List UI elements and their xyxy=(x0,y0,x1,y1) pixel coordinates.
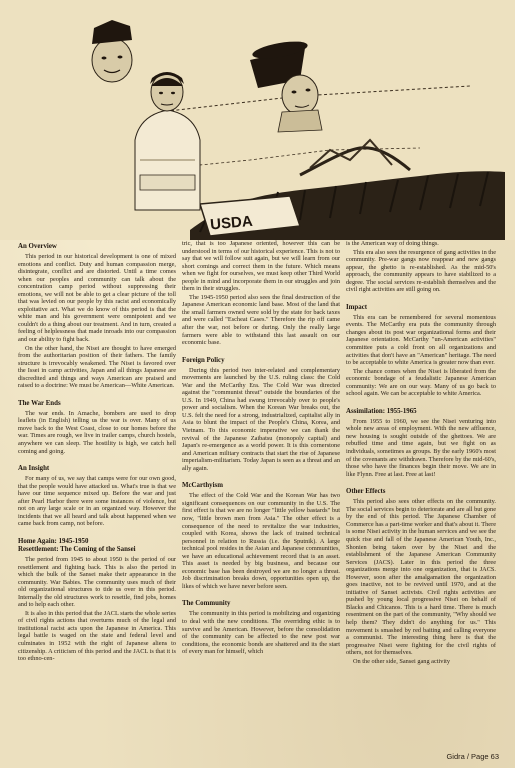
paragraph: tric, that is too Japanese oriented, however this can be understood in terms of our historical experience. This is not to say that we will follow suit again, but we will learn from our short comings and correct them in the future. Which means when we fight for ourselves, we must keep other Third World people in mind and incorporate them in our struggles and join them in their struggles. xyxy=(182,240,340,293)
page-footer: Gidra / Page 63 xyxy=(446,752,499,761)
paragraph: This period in our historical development is one of mixed emotions and conflict. Duty and human compassion merge, disintegrate, conflict and are distorted. Until a time comes when our peoples and community can talk about the concentration camp period without suppressing their emotions, we will not be able to get a clear picture of the toll that was levied on our people by this racist and economically exploitative act. What we do know of this period is that the white man and his government were omnipotent and we couldn't do a thing about our treatment. And in turn, created a feeling of helplessness that made inroads into our compassion and our ability to fight back. xyxy=(18,253,176,344)
paragraph: This period also sees other effects on the community. The social services begin to deteriorate and are all but gone by the end of this period. The Japanese Chamber of Commerce has a part-time worker and that's about it. There is some Nisei activity in the human services and we see the quick rise and fall of the Japanese American Youth, Inc., Shonien being taken over by the Nisei and the establishment of the Japanese American Community Services (JACS). Later in this period the three organizations merge into one organization, that is JACS. However, soon after the amalgamation the organization goes inactive, not to be revived until 1970, and at the initiative of Sansei activists. Civil rights activities are pushed by young local progressive Nisei on behalf of Blacks and Chicanos. This is a hard time. There is much resentment on the part of the community, "Why should we help them? They didn't do anything for us." This movement is smashed by red baiting and calling everyone a communist. The interesting thing here is that the progressive Nisei were fighting for the civil rights of others, not for themselves. xyxy=(346,498,496,657)
paragraph: The 1945-1950 period also sees the final destruction of the Japanese American economic land base. Most of the land that the small farmers owned were sold by the state for back taxes and were called "Escheat Cases." Therefore the rip off came after the war, not before or during. Only the really large farmers were able to withstand this last assault on our economic base. xyxy=(182,293,340,347)
paragraph: This era also sees the resurgence of gang activities in the community. Pre-war gangs now reappear and new gangs appear, the ghetto is re-established. As the mid-50's approach, the community appears to have stabilized to a degree. The social services re-establish themselves and the civil right activities are still going on. xyxy=(346,248,496,294)
article-columns xyxy=(18,240,496,750)
paragraph: On the other hand, the Nisei are thought to have emerged from the authoritarian position of their fathers. The family structure is irrevocably weakened. The Nisei is favored over the Issei in camp activities, Japan and all things Japanese are discredited and things and ways American are praised and raised to a doctrine: We must be American—White American. xyxy=(18,344,176,390)
heading-home-again-title: Home Again: 1945-1950 xyxy=(18,537,89,545)
paragraph: It is also in this period that the JACL starts the whole series of civil rights actions that overturns much of the legal and institutional racist acts upon the Japanese in America. This legal battle is waged on the state and federal level and culminates in 1952 with the right of Japanese aliens to citizenship. A criticism of this period and the JACL is that it is too ethno-cen- xyxy=(18,609,176,663)
heading-insight: An Insight xyxy=(18,465,50,473)
paragraph: The period from 1945 to about 1950 is the period of our resettlement and fighting back. This is also the period in which the bulk of the Sansei make their appearance in the community. War Babies. The community uses much of their old organizational structures to tide us over in this period. Internally the old structures work to resettle, find jobs, homes and to help each other. xyxy=(18,555,176,609)
paragraph: The war ends. In Amache, bombers are used to drop leaflets (in English) telling us the war is over. Many of us move back to the West Coast, close to our homes before the war. Times are rough, we live in trailer camps, church hostels, anywhere we can sleep. The hostility is high, we catch hell coming and going. xyxy=(18,409,176,455)
paragraph: For many of us, we say that camps were for our own good, that the people would have attacked us. What's true is that we have our time sequence mixed up. Before the war and just after Pearl Harbor there were some instances of violence, but not on any large scale or in an organized way. However the incidents that we all heard and talk about happened when we came back from camp, not before. xyxy=(18,475,176,528)
heading-home-again xyxy=(18,538,176,554)
paragraph: This era can be remembered for several momentous events. The McCarthy era puts the community through changes about its post war organizational forms and their Japanese orientation. McCarthy "un-American activities" committee puts a cold front on all organizations and activities that don't have an "American" heritage. The need to be acceptable to white America is greater now than ever. xyxy=(346,313,496,367)
paragraph: The chance comes when the Nisei is liberated from the economic bondage of a feudalistic Japanese American community: We are on our way. Many of us go back to school again. We can be acceptable to white America. xyxy=(346,367,496,398)
heading-impact: Impact xyxy=(346,303,368,311)
paragraph: The community in this period is mobilizing and organizing to deal with the new conditions. The overriding ethic is to survive and be American. However, before the consolidation of the community can be affected to the new post war conditions, the economic bonds are shattered and its the start of every man for himself, which xyxy=(182,610,340,656)
heading-war-ends: The War Ends xyxy=(18,399,61,407)
collage-illustration xyxy=(0,0,515,240)
paragraph: During this period two inter-related and complementary movements are launched by the U.S. ruling class: the Cold War and the McCarthy Era. The Cold War was directed against the "communist threat" outside the boundaries of the U.S. In 1949, China had swung irrevocably over to people's power and socialism. When the Korean War breaks out, the U.S. felt the need for a strong, industrialized, capitalist ally in Asia to blunt the impact of the People's China, Korea, and Vietnam. To this economic imperative we can thank the revival of the Japanese Zaibatsu (monopoly capital) and Japan's re-emergence as a world power. It is this cornerstone and American military contracts that start the rise of Japanese imperialism-militarism. Today Japan is seen as a threat and an ally again. xyxy=(182,366,340,472)
heading-other-effects: Other Effects xyxy=(346,488,386,496)
heading-home-again-subtitle: Resettlement: The Coming of the Sansei xyxy=(18,545,136,553)
column-2 xyxy=(182,240,340,750)
heading-mccarthyism: McCarthyism xyxy=(182,482,223,490)
paragraph: The effect of the Cold War and the Korean War has two significant consequences on our community in the U.S. The first effect is that we are no longer "little yellow bastards" but now, "little brown men from Asia." The other effect is a consequence of the need to revitalize the war industries, coupled with Korea, shows the lack of trained technical personnel in relation to Russia (i.e. the Sputnik). A large technical pool resides in the Asian and Japanese communities, we have an educational achievement record that is an asset. This asset is needed by big business, and because our economic base has been destroyed we are no longer a threat. Job discrimination breaks down, opportunities open up, the likes of which we have never before seen. xyxy=(182,492,340,590)
paragraph: is the American way of doing things. xyxy=(346,240,439,247)
column-1 xyxy=(18,240,176,750)
heading-community: The Community xyxy=(182,600,231,608)
column-3 xyxy=(346,240,496,750)
paragraph: From 1955 to 1960, we see the Nisei venturing into whole new areas of employment. With the new affluence, new housing is sought outside of the ghettoes. We are rebuffed time and time again, but we fight on as individuals, sometimes as groups. By the early 1960's most of the covenants are withdrawn. Therefore by the mid-60's, those who have the finances begin their move. We are in like Flynn. Free at last. Free at last! xyxy=(346,417,496,478)
paragraph: On the other side, Sansei gang activity xyxy=(353,657,451,665)
figure-head-capped xyxy=(92,20,132,82)
heading-assimilation: Assimilation: 1955-1965 xyxy=(346,407,417,415)
crate-label: USDA xyxy=(209,212,254,234)
heading-overview: An Overview xyxy=(18,243,57,250)
heading-foreign-policy: Foreign Policy xyxy=(182,356,225,364)
